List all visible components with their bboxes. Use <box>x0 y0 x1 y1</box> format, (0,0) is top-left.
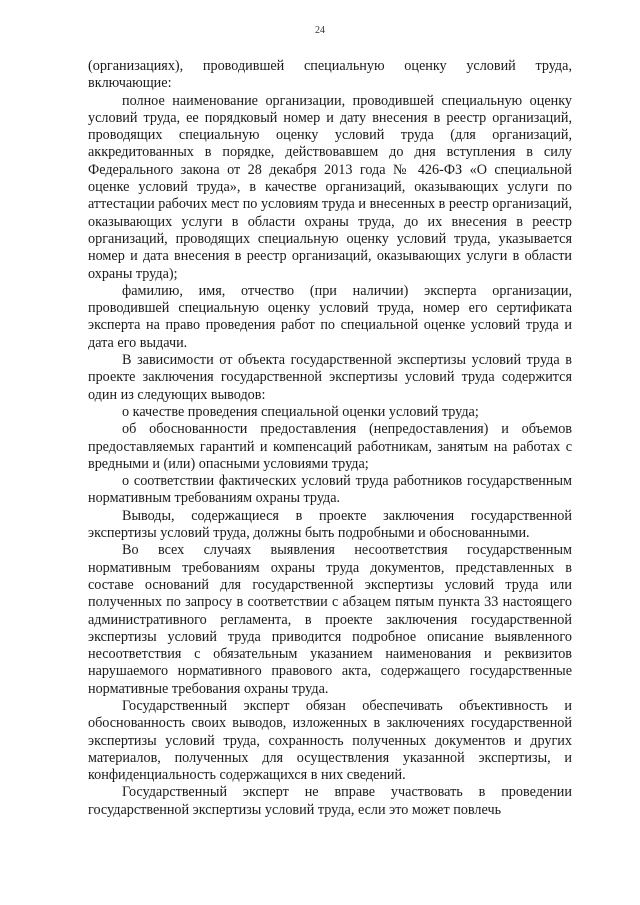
paragraph-expert-name: фамилию, имя, отчество (при наличии) эксперта организации, проводившей специальную оценку условий труда, номер его сертификата эксперта на право проведения работ по специальной оценке условий труда и дата его выдачи. <box>88 282 572 351</box>
paragraph-conclusion-quality: о качестве проведения специальной оценки условий труда; <box>122 403 479 420</box>
paragraph-conclusion-guarantees: об обоснованности предоставления (непредоставления) и объемов предоставляемых гарантий и компенсаций работникам, занятым на работах с вредными и (или) опасными условиями труда; <box>88 421 572 472</box>
document-body <box>88 58 572 819</box>
page-number: 24 <box>315 25 325 36</box>
paragraph-conclusions-intro: В зависимости от объекта государственной экспертизы условий труда в проекте заключения государственной экспертизы условий труда содержится один из следующих выводов: <box>88 352 572 403</box>
paragraph-continuation: (организациях), проводившей специальную оценку условий труда, включающие: <box>88 58 572 92</box>
paragraph-nonconformity: Во всех случаях выявления несоответствия государственным нормативным требованиям охраны труда документов, представленных в составе оснований для государственной экспертизы условий труда или полученных по запросу в соответствии с абзацем пятым пункта 33 настоящего административного регламента, в проекте заключения государственной экспертизы условий труда приводится подробное описание выявленного несоответствия с обязательным указанием наименования и реквизитов нарушаемого нормативного правового акта, содержащего государственные нормативные требования охраны труда. <box>88 542 572 697</box>
paragraph-conclusions-detail: Выводы, содержащиеся в проекте заключения государственной экспертизы условий труда, должны быть подробными и обоснованными. <box>88 507 572 542</box>
paragraph-expert-restriction: Государственный эксперт не вправе участвовать в проведении государственной экспертизы условий труда, если это может повлечь <box>88 784 572 818</box>
paragraph-conclusion-compliance: о соответствии фактических условий труда работников государственным нормативным требованиям охраны труда. <box>88 473 572 507</box>
paragraph-organization-name: полное наименование организации, проводившей специальную оценку условий труда, ее порядковый номер и дату внесения в реестр организаций, проводящих специальную оценку условий труда (для организаций, аккредитованных в порядке, действовавшем до дня вступления в силу Федерального закона от 28 декабря 2013 года № 426-ФЗ «О специальной оценке условий труда», в качестве организаций, оказывающих услуги по аттестации рабочих мест по условиям труда и внесенных в реестр организаций, оказывающих услуги в области охраны труда, до их внесения в реестр организаций, проводящих специальную оценку условий труда, указывается номер и дата внесения в реестр организаций, оказывающих услуги в области охраны труда); <box>88 92 572 282</box>
paragraph-expert-duties: Государственный эксперт обязан обеспечивать объективность и обоснованность своих выводов, изложенных в заключениях государственной экспертизы условий труда, сохранность полученных документов и других материалов, полученных для осуществления указанной экспертизы, и конфиденциальность содержащихся в них сведений. <box>88 697 572 784</box>
